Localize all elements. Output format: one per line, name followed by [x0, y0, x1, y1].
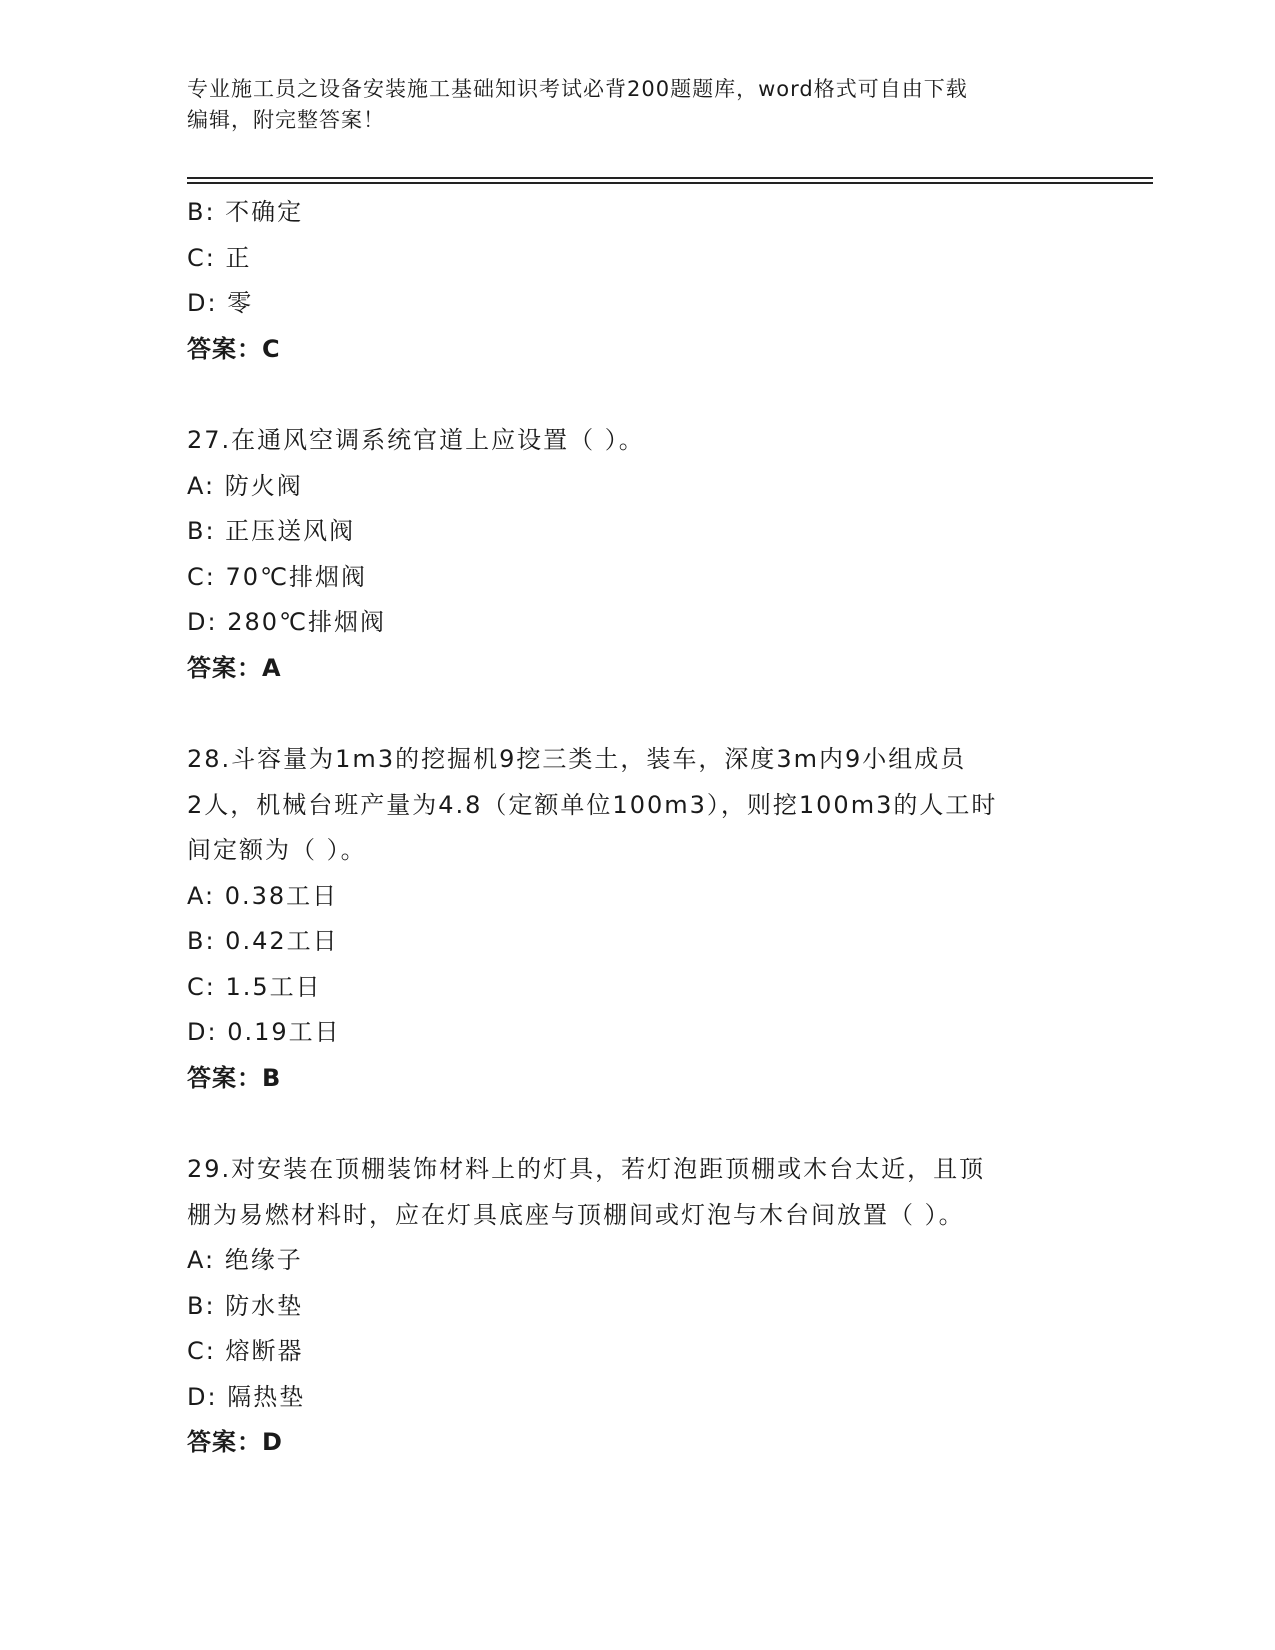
spacer — [187, 1101, 1087, 1147]
question-26 — [187, 190, 1087, 372]
option-d: D: 零 — [187, 289, 254, 317]
answer: 答案：C — [187, 334, 281, 363]
question-stem-line-1: 29.对安装在顶棚装饰材料上的灯具，若灯泡距顶棚或木台太近，且顶 — [187, 1155, 986, 1183]
question-28 — [187, 737, 1087, 1101]
question-stem-line-2: 棚为易燃材料时，应在灯具底座与顶棚间或灯泡与木台间放置（ ）。 — [187, 1200, 965, 1229]
header-divider — [187, 177, 1153, 179]
header-divider-second — [187, 182, 1153, 184]
spacer — [187, 691, 1087, 737]
question-list — [187, 190, 1087, 1466]
answer: 答案：A — [187, 653, 282, 682]
answer: 答案：B — [187, 1063, 282, 1092]
option-c: C: 正 — [187, 243, 252, 272]
option-d: D: 隔热垫 — [187, 1382, 306, 1411]
question-stem: 27.在通风空调系统官道上应设置（ ）。 — [187, 426, 645, 454]
option-d: D: 0.19工日 — [187, 1018, 341, 1046]
option-b: B: 正压送风阀 — [187, 517, 356, 545]
option-a: A: 0.38工日 — [187, 881, 339, 910]
spacer — [187, 372, 1087, 418]
answer: 答案：D — [187, 1428, 283, 1456]
document-header: 专业施工员之设备安装施工基础知识考试必背200题题库，word格式可自由下载 编辑，附完整答案！ — [187, 77, 968, 132]
option-b: B: 防水垫 — [187, 1291, 304, 1320]
option-b: B: 不确定 — [187, 198, 304, 226]
option-a: A: 绝缘子 — [187, 1246, 303, 1274]
question-stem-line-2: 2人，机械台班产量为4.8（定额单位100m3），则挖100m3的人工时 — [187, 790, 998, 819]
option-c: C: 熔断器 — [187, 1337, 304, 1365]
option-b: B: 0.42工日 — [187, 927, 339, 955]
question-stem-line-1: 28.斗容量为1m3的挖掘机9挖三类土，装车，深度3m内9小组成员 — [187, 745, 967, 773]
option-c: C: 70℃排烟阀 — [187, 562, 367, 591]
question-27 — [187, 418, 1087, 691]
option-d: D: 280℃排烟阀 — [187, 608, 386, 636]
question-stem-line-3: 间定额为（ ）。 — [187, 836, 367, 864]
option-a: A: 防火阀 — [187, 471, 303, 500]
question-29 — [187, 1147, 1087, 1466]
option-c: C: 1.5工日 — [187, 972, 322, 1001]
